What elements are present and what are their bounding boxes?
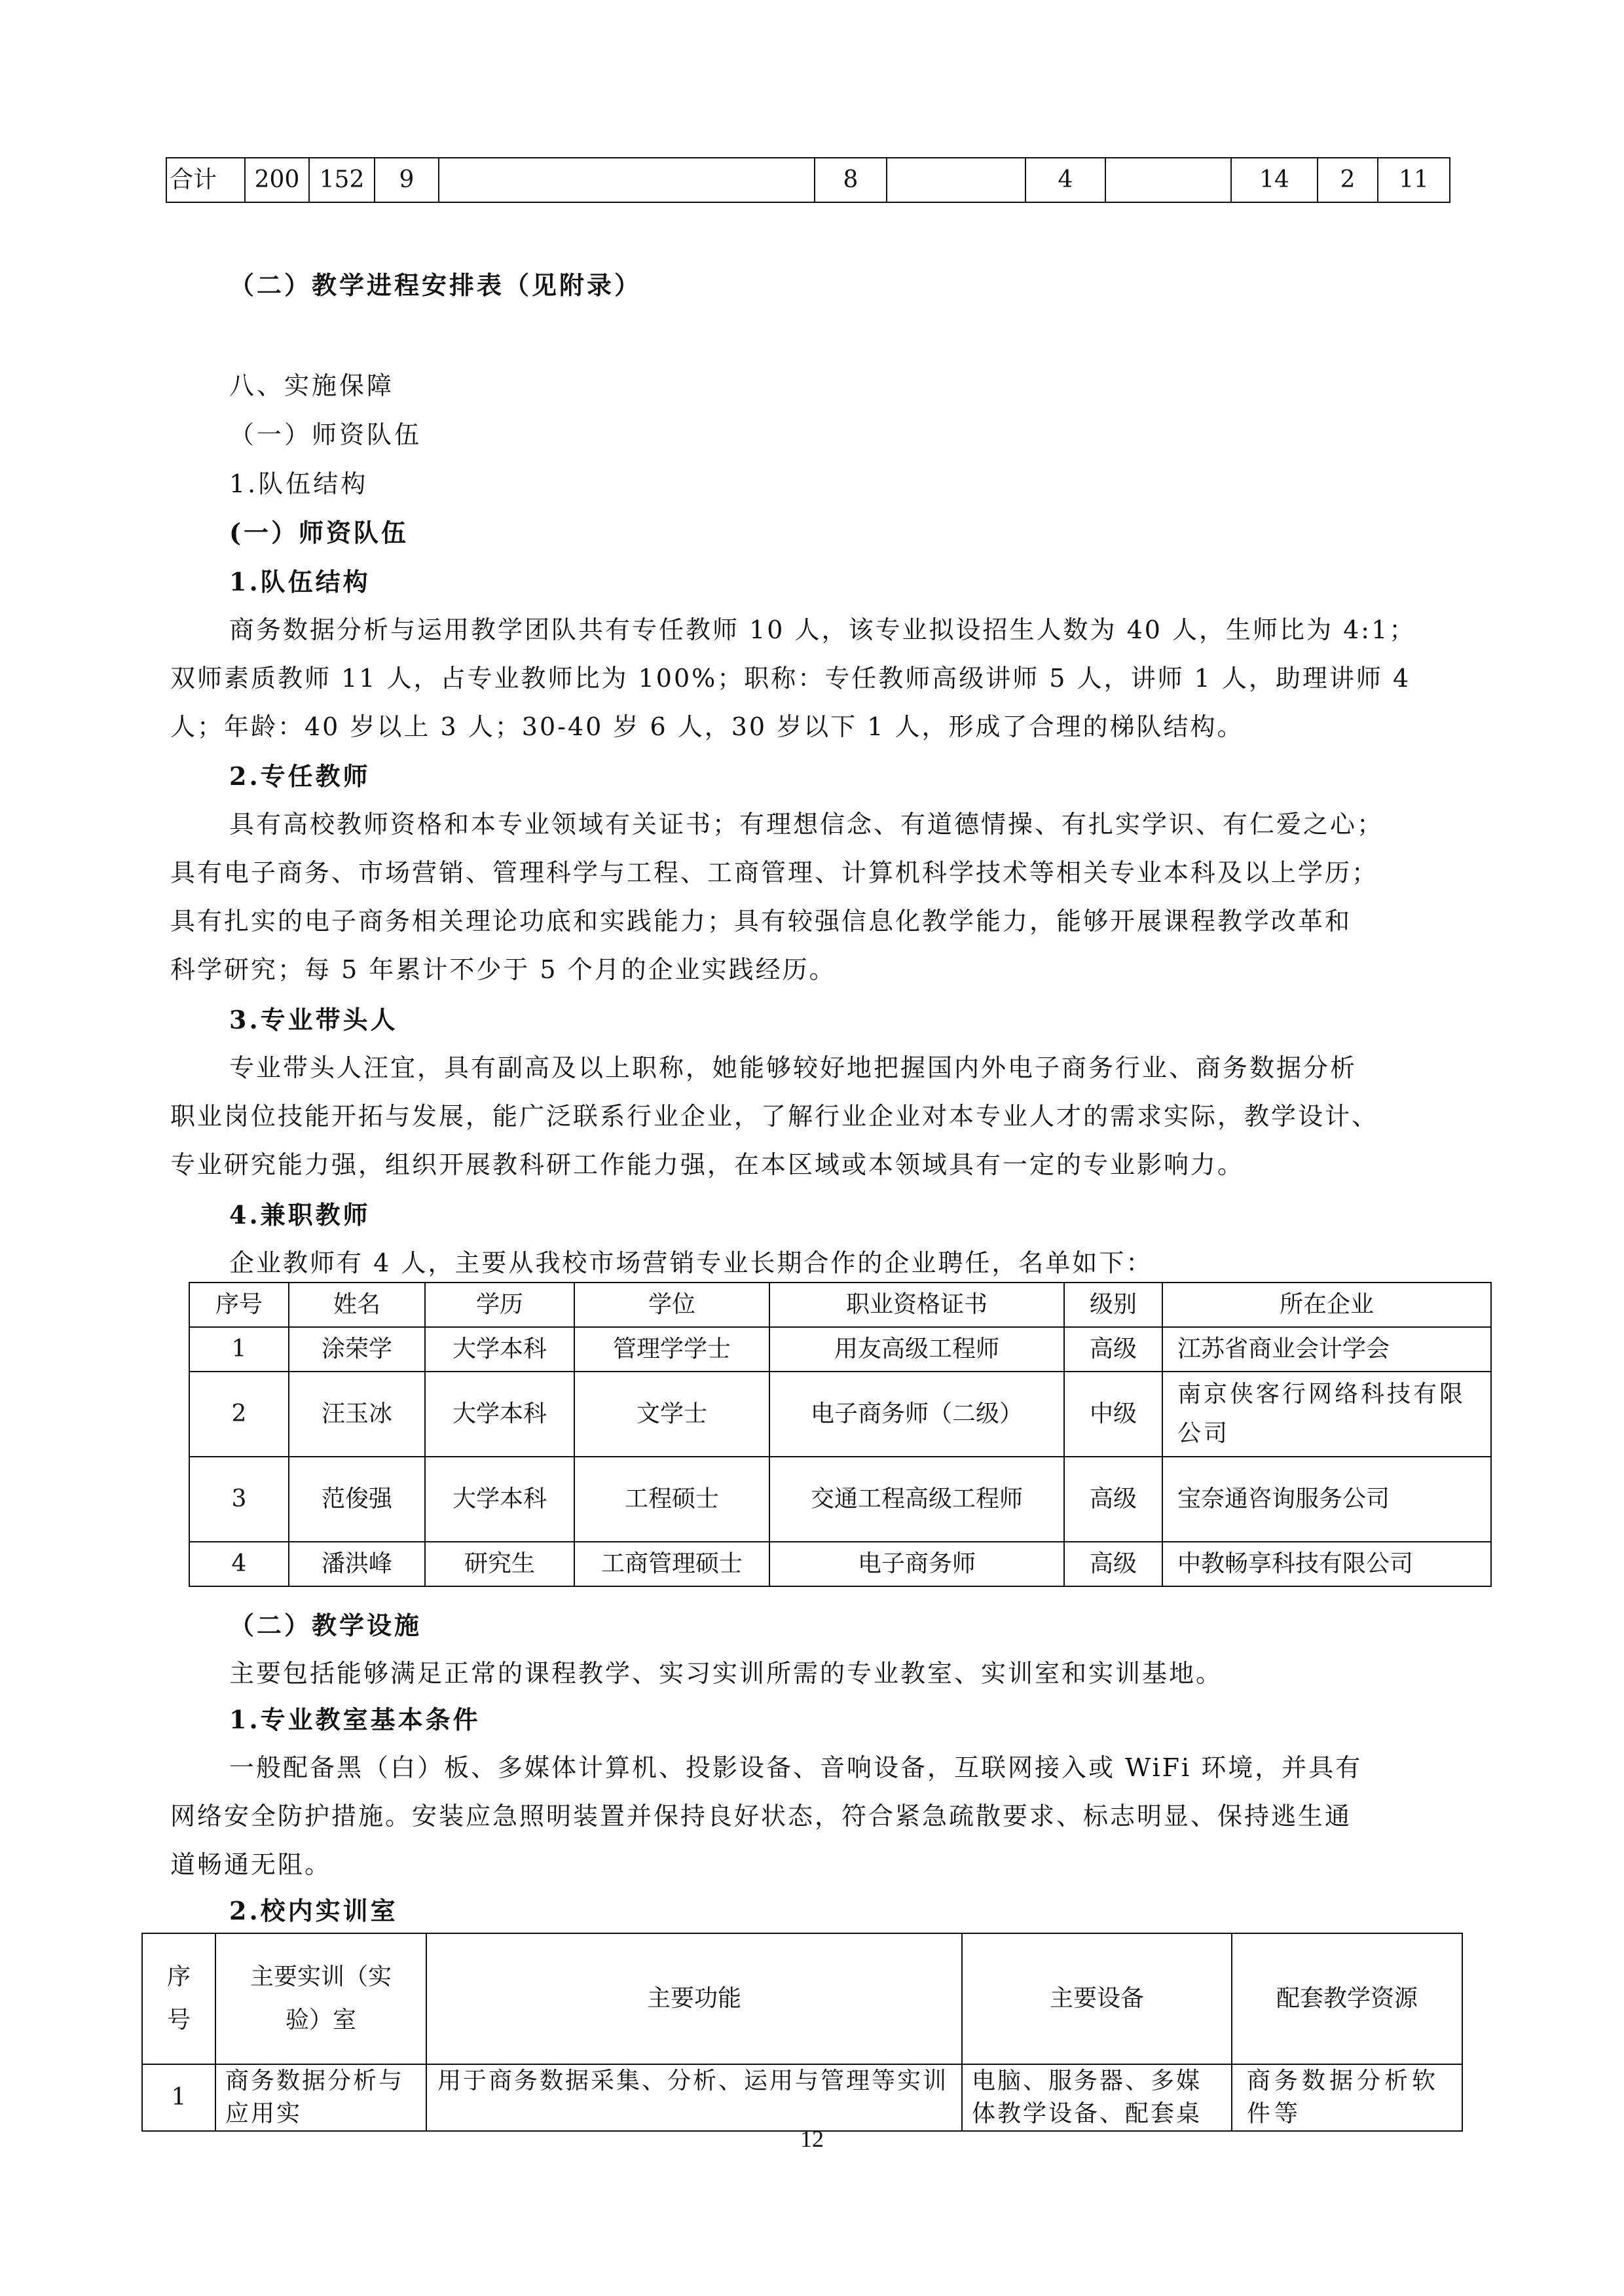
paragraph-line: 具有电子商务、市场营销、管理科学与工程、工商管理、计算机科学技术等相关专业本科及以上学历；	[170, 858, 1379, 887]
heading-facilities: （二）教学设施	[229, 1611, 422, 1640]
header-cell: 序号	[142, 1933, 215, 2064]
paragraph-line: 一般配备黑（白）板、多媒体计算机、投影设备、音响设备，互联网接入或 WiFi 环境，并具有	[229, 1753, 1363, 1782]
cell-level: 中级	[1064, 1372, 1162, 1457]
paragraph-line: 职业岗位技能开拓与发展，能广泛联系行业企业，了解行业企业对本专业人才的需求实际，教学设计、	[170, 1102, 1379, 1131]
cell-equipment: 电脑、服务器、多媒体教学设备、配套桌	[962, 2064, 1232, 2131]
paragraph-line: 双师素质教师 11 人，占专业教师比为 100%；职称：专任教师高级讲师 5 人，讲师 1 人，助理讲师 4	[170, 664, 1411, 693]
cell-name: 潘洪峰	[289, 1542, 425, 1586]
table-row	[189, 1457, 1491, 1542]
paragraph-line: 具有扎实的电子商务相关理论功底和实践能力；具有较强信息化教学能力，能够开展课程教学改革和	[170, 907, 1352, 936]
cell-degree: 文学士	[574, 1372, 769, 1457]
paragraph-classroom	[170, 1743, 1452, 1889]
summary-cell	[887, 158, 1025, 202]
cell-cert: 电子商务师	[769, 1542, 1064, 1586]
heading-structure: 1.队伍结构	[229, 469, 369, 498]
lab-table	[141, 1933, 1463, 2132]
paragraph-line: 商务数据分析与运用教学团队共有专任教师 10 人，该专业拟设招生人数为 40 人，生师比为 4:1；	[229, 615, 1416, 644]
paragraph-line: 道畅通无阻。	[170, 1850, 332, 1879]
summary-cell	[1105, 158, 1231, 202]
heading-parttime: 4.兼职教师	[229, 1200, 371, 1230]
heading-classroom: 1.专业教室基本条件	[229, 1705, 481, 1734]
cell-level: 高级	[1064, 1327, 1162, 1372]
paragraph-facilities	[170, 1649, 1452, 1698]
cell-level: 高级	[1064, 1542, 1162, 1586]
summary-cell: 8	[815, 158, 887, 202]
paragraph-line: 专业研究能力强，组织开展教科研工作能力强，在本区域或本领域具有一定的专业影响力。	[170, 1150, 1245, 1179]
heading-fulltime: 2.专任教师	[229, 761, 371, 791]
heading-structure: 1.队伍结构	[229, 567, 371, 596]
heading-training: 2.校内实训室	[229, 1896, 398, 1925]
paragraph-line: 主要包括能够满足正常的课程教学、实习实训所需的专业教室、实训室和实训基地。	[229, 1659, 1223, 1688]
cell-degree: 管理学学士	[574, 1327, 769, 1372]
cell-name: 涂荣学	[289, 1327, 425, 1372]
cell-room: 商务数据分析与应用实	[215, 2064, 426, 2131]
cell-no: 4	[189, 1542, 289, 1586]
paragraph-line: 具有高校教师资格和本专业领域有关证书；有理想信念、有道德情操、有扎实学识、有仁爱之心；	[229, 810, 1384, 839]
cell-level: 高级	[1064, 1457, 1162, 1542]
summary-cell	[439, 158, 815, 202]
summary-cell: 11	[1378, 158, 1450, 202]
teacher-table	[189, 1282, 1492, 1587]
cell-edu: 大学本科	[425, 1327, 574, 1372]
header-cell: 级别	[1064, 1283, 1162, 1327]
heading-schedule: （二）教学进程安排表（见附录）	[229, 270, 642, 300]
summary-cell: 14	[1231, 158, 1318, 202]
cell-name: 汪玉冰	[289, 1372, 425, 1457]
cell-function: 用于商务数据采集、分析、运用与管理等实训	[426, 2064, 962, 2131]
cell-edu: 研究生	[425, 1542, 574, 1586]
header-cell: 学位	[574, 1283, 769, 1327]
paragraph-line: 企业教师有 4 人，主要从我校市场营销专业长期合作的企业聘任，名单如下：	[229, 1248, 1153, 1277]
paragraph-leader	[170, 1044, 1452, 1189]
header-cell: 序号	[189, 1283, 289, 1327]
summary-cell: 200	[245, 158, 309, 202]
cell-cert: 电子商务师（二级）	[769, 1372, 1064, 1457]
summary-cell: 9	[375, 158, 439, 202]
cell-no: 1	[142, 2064, 215, 2131]
summary-cell: 2	[1318, 158, 1378, 202]
header-cell: 所在企业	[1162, 1283, 1491, 1327]
heading-teachers: （一）师资队伍	[229, 420, 422, 449]
header-cell: 主要功能	[426, 1933, 962, 2064]
paragraph-structure	[170, 606, 1452, 751]
paragraph-line: 人；年龄：40 岁以上 3 人；30-40 岁 6 人，30 岁以下 1 人，形成了合理的梯队结构。	[170, 712, 1244, 741]
summary-cell: 152	[309, 158, 375, 202]
cell-company: 宝奈通咨询服务公司	[1162, 1457, 1491, 1542]
page-number: 12	[800, 2126, 824, 2152]
summary-table	[166, 157, 1450, 203]
heading-section8: 八、实施保障	[229, 371, 395, 400]
paragraph-line: 专业带头人汪宜，具有副高及以上职称，她能够较好地把握国内外电子商务行业、商务数据分析	[229, 1053, 1357, 1082]
cell-degree: 工程硕士	[574, 1457, 769, 1542]
header-cell: 姓名	[289, 1283, 425, 1327]
table-row	[142, 2064, 1462, 2131]
header-cell: 配套教学资源	[1232, 1933, 1462, 2064]
summary-row	[166, 158, 1450, 202]
cell-company: 江苏省商业会计学会	[1162, 1327, 1491, 1372]
cell-edu: 大学本科	[425, 1457, 574, 1542]
cell-no: 1	[189, 1327, 289, 1372]
header-cell: 职业资格证书	[769, 1283, 1064, 1327]
paragraph-fulltime	[170, 800, 1452, 994]
cell-no: 3	[189, 1457, 289, 1542]
paragraph-line: 网络安全防护措施。安装应急照明装置并保持良好状态，符合紧急疏散要求、标志明显、保持逃生通	[170, 1802, 1352, 1831]
cell-resource: 商务数据分析软件等	[1232, 2064, 1462, 2131]
table-row	[189, 1327, 1491, 1372]
summary-cell: 4	[1025, 158, 1105, 202]
table-header-row	[142, 1933, 1462, 2064]
cell-degree: 工商管理硕士	[574, 1542, 769, 1586]
header-cell: 学历	[425, 1283, 574, 1327]
cell-name: 范俊强	[289, 1457, 425, 1542]
heading-leader: 3.专业带头人	[229, 1005, 398, 1034]
table-row	[189, 1372, 1491, 1457]
heading-teachers: (一）师资队伍	[229, 518, 409, 547]
summary-label: 合计	[166, 158, 245, 202]
header-cell: 主要实训（实验）室	[215, 1933, 426, 2064]
table-row	[189, 1542, 1491, 1586]
cell-company: 中教畅享科技有限公司	[1162, 1542, 1491, 1586]
header-cell: 主要设备	[962, 1933, 1232, 2064]
cell-cert: 用友高级工程师	[769, 1327, 1064, 1372]
cell-cert: 交通工程高级工程师	[769, 1457, 1064, 1542]
cell-company: 南京侠客行网络科技有限公司	[1162, 1372, 1491, 1457]
table-header-row	[189, 1283, 1491, 1327]
cell-no: 2	[189, 1372, 289, 1457]
cell-edu: 大学本科	[425, 1372, 574, 1457]
paragraph-parttime	[170, 1239, 1452, 1287]
paragraph-line: 科学研究；每 5 年累计不少于 5 个月的企业实践经历。	[170, 955, 836, 984]
